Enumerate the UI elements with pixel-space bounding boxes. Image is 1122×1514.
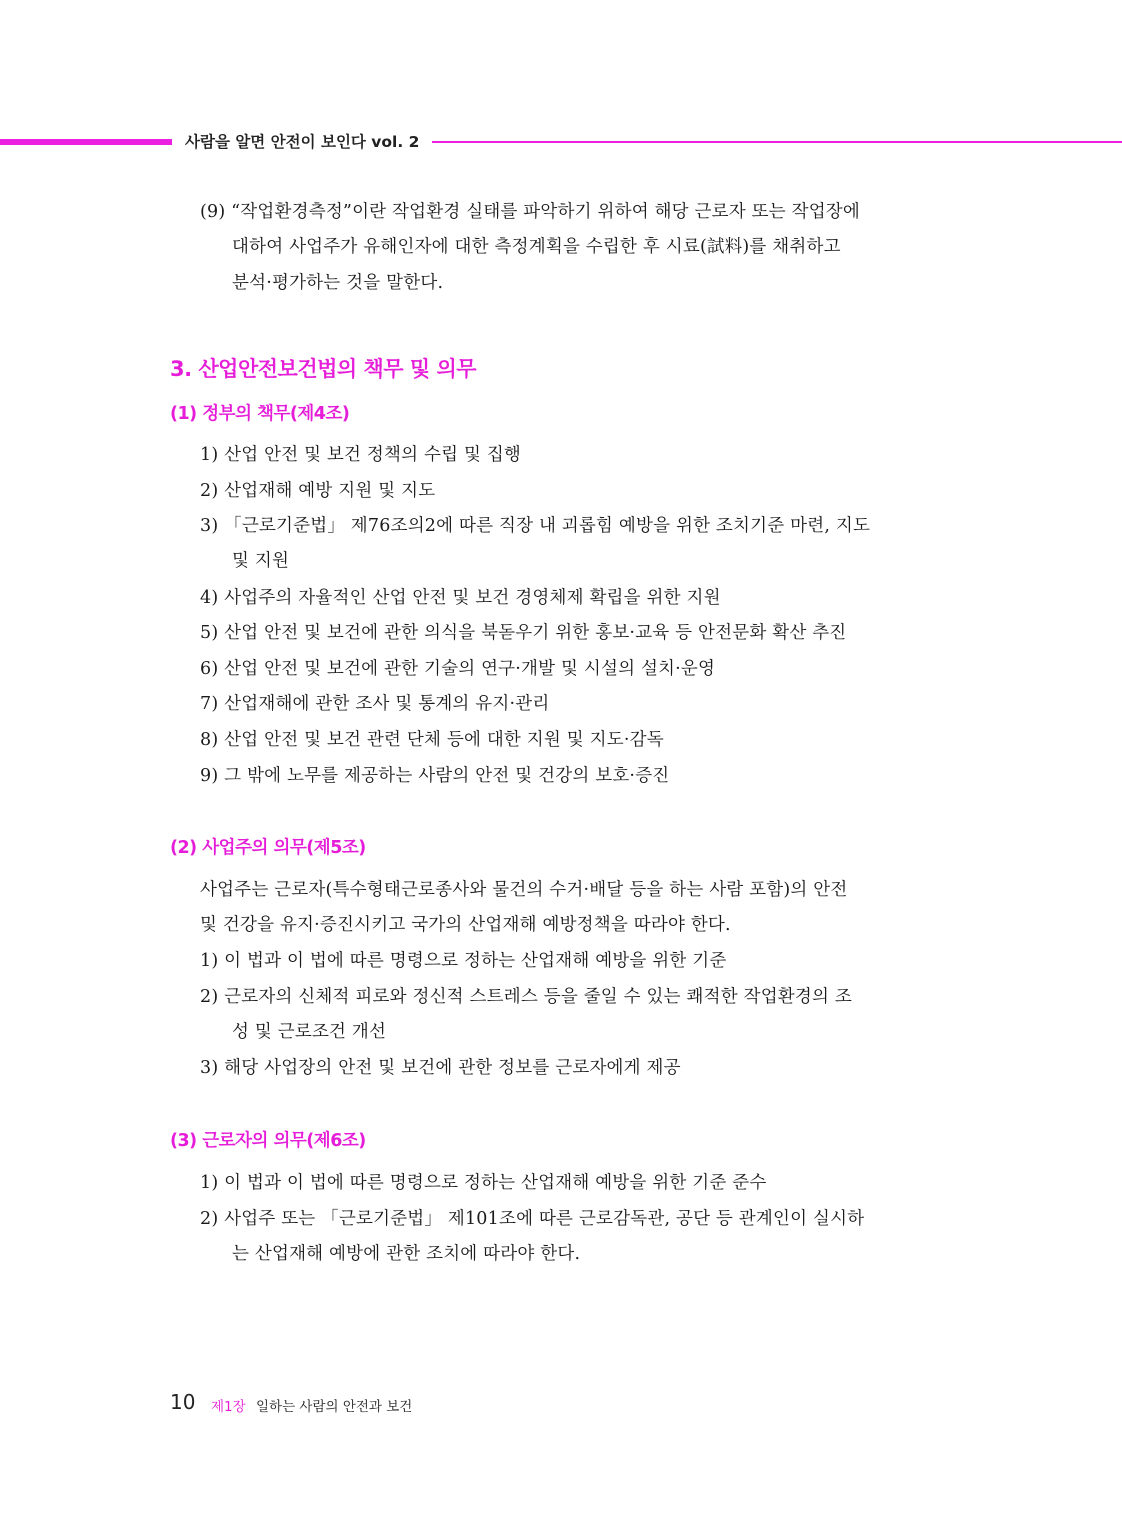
list-item: 2) 사업주 또는 「근로기준법」 제101조에 따른 근로감독관, 공단 등 관계인이 실시하 bbox=[200, 1209, 865, 1229]
list-item: 9) 그 밖에 노무를 제공하는 사람의 안전 및 건강의 보호·증진 bbox=[200, 766, 670, 786]
intro-line: 사업주는 근로자(특수형태근로종사와 물건의 수거·배달 등을 하는 사람 포함)의 안전 bbox=[200, 880, 848, 900]
section-title: 3. 산업안전보건법의 책무 및 의무 bbox=[170, 357, 477, 381]
list-item: 6) 산업 안전 및 보건에 관한 기술의 연구·개발 및 시설의 설치·운영 bbox=[200, 659, 716, 679]
header-accent-bar bbox=[0, 139, 172, 145]
list-item-continuation: 및 지원 bbox=[232, 551, 290, 571]
definition-line: 분석·평가하는 것을 말한다. bbox=[232, 273, 444, 293]
list-item: 4) 사업주의 자율적인 산업 안전 및 보건 경영체제 확립을 위한 지원 bbox=[200, 588, 721, 608]
list-item: 1) 산업 안전 및 보건 정책의 수립 및 집행 bbox=[200, 445, 522, 465]
subsection-title-government: (1) 정부의 책무(제4조) bbox=[170, 404, 350, 424]
list-item: 5) 산업 안전 및 보건에 관한 의식을 북돋우기 위한 홍보·교육 등 안전문화 확산 추진 bbox=[200, 623, 847, 643]
list-item: 1) 이 법과 이 법에 따른 명령으로 정하는 산업재해 예방을 위한 기준 준수 bbox=[200, 1173, 767, 1193]
subsection-title-worker: (3) 근로자의 의무(제6조) bbox=[170, 1131, 366, 1151]
list-item: 3) 「근로기준법」 제76조의2에 따른 직장 내 괴롭힘 예방을 위한 조치기준 마련, 지도 bbox=[200, 516, 871, 536]
definition-line: 대하여 사업주가 유해인자에 대한 측정계획을 수립한 후 시료(試料)를 채취하고 bbox=[232, 237, 841, 257]
footer-chapter-label: 제1장 bbox=[211, 1399, 246, 1415]
intro-line: 및 건강을 유지·증진시키고 국가의 산업재해 예방정책을 따라야 한다. bbox=[200, 915, 731, 935]
list-item: 1) 이 법과 이 법에 따른 명령으로 정하는 산업재해 예방을 위한 기준 bbox=[200, 951, 727, 971]
page-number: 10 bbox=[170, 1390, 196, 1414]
list-item-continuation: 는 산업재해 예방에 관한 조치에 따라야 한다. bbox=[232, 1244, 581, 1264]
list-item: 2) 산업재해 예방 지원 및 지도 bbox=[200, 481, 436, 501]
list-item: 7) 산업재해에 관한 조사 및 통계의 유지·관리 bbox=[200, 694, 550, 714]
definition-line: (9) “작업환경측정”이란 작업환경 실태를 파악하기 위하여 해당 근로자 또는 작업장에 bbox=[200, 202, 861, 222]
footer-chapter-title: 일하는 사람의 안전과 보건 bbox=[256, 1399, 413, 1415]
subsection-title-employer: (2) 사업주의 의무(제5조) bbox=[170, 838, 366, 858]
list-item-continuation: 성 및 근로조건 개선 bbox=[232, 1022, 387, 1042]
list-item: 2) 근로자의 신체적 피로와 정신적 스트레스 등을 줄일 수 있는 쾌적한 작업환경의 조 bbox=[200, 987, 852, 1007]
running-header-title: 사람을 알면 안전이 보인다 vol. 2 bbox=[185, 133, 420, 151]
list-item: 3) 해당 사업장의 안전 및 보건에 관한 정보를 근로자에게 제공 bbox=[200, 1058, 681, 1078]
header-rule bbox=[432, 141, 1122, 143]
list-item: 8) 산업 안전 및 보건 관련 단체 등에 대한 지원 및 지도·감독 bbox=[200, 730, 664, 750]
